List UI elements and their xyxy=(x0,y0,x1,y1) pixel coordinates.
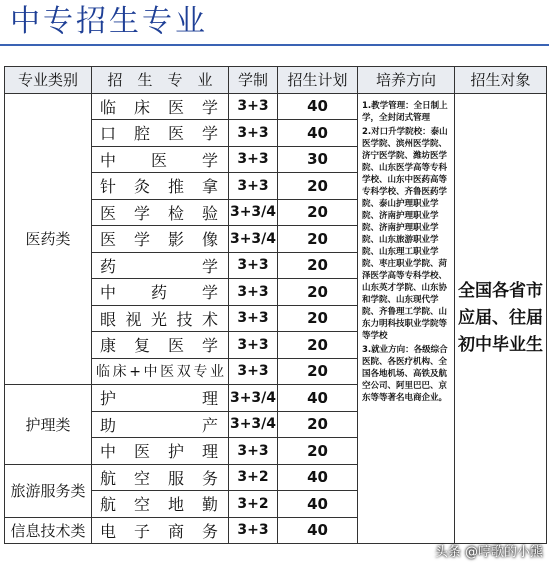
page-title: 中专招生专业 xyxy=(10,4,208,39)
header-major: 招 生 专 业 xyxy=(92,67,229,94)
direction-colleges: 2.对口升学院校：泰山医学院、滨州医学院、济宁医学院、潍坊医学院、山东医学高等专科学校、山东中医药高等专科学校、齐鲁医药学院、泰山护理职业学院、济南护理职业学院、济南护理职业学院、山东旅游职业学院、山东理工职业学院、枣庄职业学院、菏泽医学高等专科学校、山东英才学院、山东协和学院、山东现代学院、齐鲁理工学院、山东力明科技职业学院等等学校 xyxy=(362,126,448,341)
source-watermark: 头条 @哼歌的小熊 xyxy=(434,545,543,560)
header-category: 专业类别 xyxy=(5,67,92,94)
system-cell: 3+3 xyxy=(229,120,278,147)
major-cell: 眼视光技术 xyxy=(92,305,229,332)
table-header-row xyxy=(5,67,547,94)
major-cell: 针灸推拿 xyxy=(92,173,229,200)
system-cell: 3+3/4 xyxy=(229,411,278,438)
major-cell: 临床+中医双专业 xyxy=(92,358,229,385)
category-cell: 医药类 xyxy=(5,93,92,385)
system-cell: 3+3 xyxy=(229,332,278,359)
system-cell: 3+2 xyxy=(229,491,278,518)
plan-cell: 20 xyxy=(278,279,358,306)
major-cell: 口腔医学 xyxy=(92,120,229,147)
enrollment-table xyxy=(4,66,547,544)
system-cell: 3+2 xyxy=(229,464,278,491)
plan-cell: 40 xyxy=(278,93,358,120)
header-plan: 招生计划 xyxy=(278,67,358,94)
system-cell: 3+3 xyxy=(229,93,278,120)
header-direction: 培养方向 xyxy=(358,67,455,94)
major-cell: 中医学 xyxy=(92,146,229,173)
system-cell: 3+3 xyxy=(229,252,278,279)
plan-cell: 20 xyxy=(278,226,358,253)
system-cell: 3+3 xyxy=(229,438,278,465)
system-cell: 3+3/4 xyxy=(229,385,278,412)
major-cell: 医学检验 xyxy=(92,199,229,226)
header-target: 招生对象 xyxy=(455,67,547,94)
header-system: 学制 xyxy=(229,67,278,94)
major-cell: 中医护理 xyxy=(92,438,229,465)
category-cell: 信息技术类 xyxy=(5,517,92,544)
plan-cell: 40 xyxy=(278,120,358,147)
direction-teaching: 1.教学管理：全日制上学，全封闭式管理 xyxy=(362,100,448,123)
major-cell: 药学 xyxy=(92,252,229,279)
plan-cell: 20 xyxy=(278,358,358,385)
plan-cell: 30 xyxy=(278,146,358,173)
plan-cell: 20 xyxy=(278,411,358,438)
direction-cell xyxy=(358,93,455,544)
major-cell: 航空地勤 xyxy=(92,491,229,518)
plan-cell: 40 xyxy=(278,491,358,518)
system-cell: 3+3 xyxy=(229,173,278,200)
system-cell: 3+3 xyxy=(229,305,278,332)
major-cell: 助产 xyxy=(92,411,229,438)
category-cell: 旅游服务类 xyxy=(5,464,92,517)
major-cell: 护理 xyxy=(92,385,229,412)
title-underline xyxy=(0,44,549,46)
system-cell: 3+3 xyxy=(229,358,278,385)
system-cell: 3+3 xyxy=(229,517,278,544)
major-cell: 临床医学 xyxy=(92,93,229,120)
target-cell: 全国各省市应届、往届初中毕业生 xyxy=(455,93,547,544)
system-cell: 3+3/4 xyxy=(229,226,278,253)
plan-cell: 20 xyxy=(278,305,358,332)
plan-cell: 40 xyxy=(278,517,358,544)
system-cell: 3+3/4 xyxy=(229,199,278,226)
plan-cell: 20 xyxy=(278,332,358,359)
category-cell: 护理类 xyxy=(5,385,92,465)
plan-cell: 20 xyxy=(278,199,358,226)
major-cell: 航空服务 xyxy=(92,464,229,491)
plan-cell: 40 xyxy=(278,385,358,412)
plan-cell: 20 xyxy=(278,173,358,200)
direction-employment: 3.就业方向：各级综合医院、各医疗机构、全国各地机场、高铁及航空公司、阿里巴巴、京东等等著名电商企业。 xyxy=(362,344,448,403)
plan-cell: 20 xyxy=(278,438,358,465)
plan-cell: 40 xyxy=(278,464,358,491)
major-cell: 中药学 xyxy=(92,279,229,306)
plan-cell: 20 xyxy=(278,252,358,279)
major-cell: 电子商务 xyxy=(92,517,229,544)
major-cell: 医学影像 xyxy=(92,226,229,253)
major-cell: 康复医学 xyxy=(92,332,229,359)
table-row xyxy=(5,93,547,120)
system-cell: 3+3 xyxy=(229,279,278,306)
system-cell: 3+3 xyxy=(229,146,278,173)
